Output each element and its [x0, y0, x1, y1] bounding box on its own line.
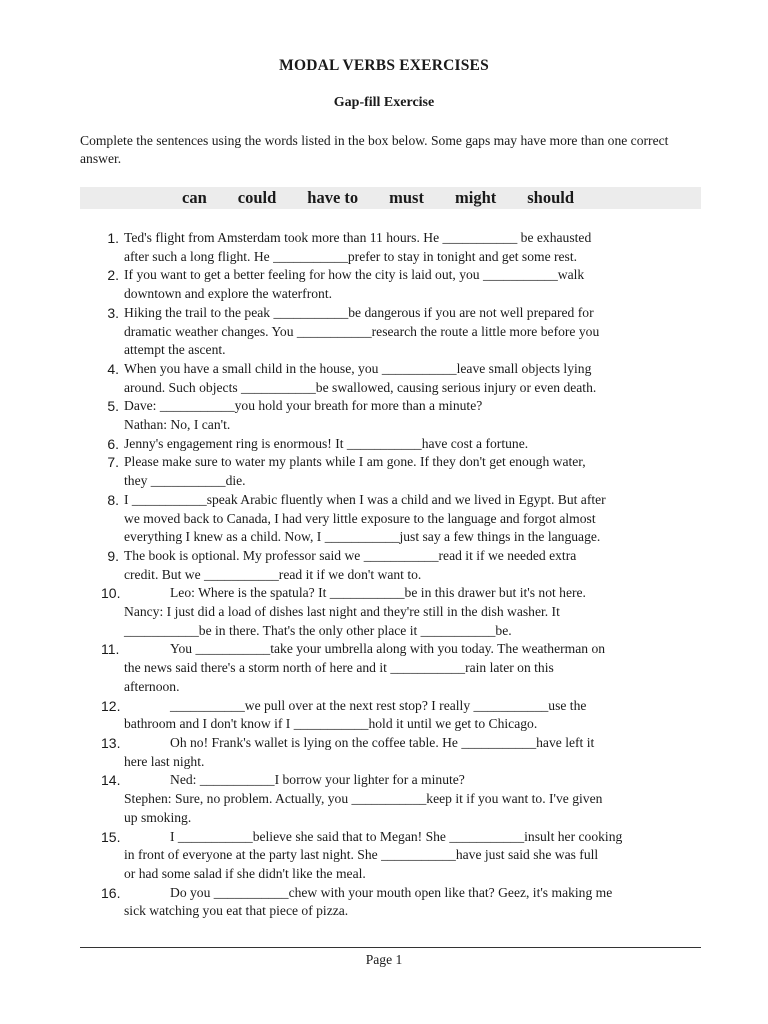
- question-text-line: ___________be in there. That's the only other place it ___________be.: [124, 622, 512, 638]
- question-item: [0, 734, 698, 771]
- word-must: must: [389, 188, 424, 207]
- question-text-line: credit. But we ___________read it if we don't want to.: [124, 566, 422, 582]
- question-item: [0, 640, 698, 696]
- question-number: 11.: [101, 641, 120, 658]
- question-list: [0, 229, 768, 921]
- question-text-line: Nathan: No, I can't.: [124, 417, 231, 433]
- question-text-line: Oh no! Frank's wallet is lying on the coffee table. He ___________have left it: [170, 734, 595, 750]
- question-text-line: bathroom and I don't know if I ___________hold it until we get to Chicago.: [124, 716, 538, 732]
- instructions-text: Complete the sentences using the words listed in the box below. Some gaps may have more than one correct answer.: [80, 133, 669, 166]
- question-item: [0, 697, 698, 734]
- question-item: [0, 435, 698, 454]
- question-item: [0, 547, 698, 584]
- question-text-line: up smoking.: [124, 809, 192, 825]
- word-list: [182, 187, 605, 209]
- question-text-line: Nancy: I just did a load of dishes last night and they're still in the dish washer. It: [124, 604, 560, 620]
- question-number: 14.: [101, 772, 121, 789]
- question-number: 12.: [101, 697, 121, 714]
- question-text-line: we moved back to Canada, I had very little exposure to the language and forgot almost: [124, 510, 596, 526]
- question-text-line: ___________we pull over at the next rest stop? I really ___________use the: [170, 697, 587, 713]
- question-item: [0, 397, 698, 434]
- question-text-line: Do you ___________chew with your mouth open like that? Geez, it's making me: [170, 884, 613, 900]
- word-box: [80, 187, 701, 209]
- question-number: 13.: [101, 734, 121, 751]
- question-number: 3.: [107, 304, 119, 321]
- word-can: can: [182, 188, 207, 207]
- question-item: [0, 229, 698, 266]
- question-text-line: dramatic weather changes. You ___________research the route a little more before you: [124, 323, 600, 339]
- question-number: 8.: [107, 491, 119, 508]
- question-number: 2.: [107, 267, 119, 284]
- question-text-line: Hiking the trail to the peak ___________be dangerous if you are not well prepared for: [124, 304, 594, 320]
- question-text-line: downtown and explore the waterfront.: [124, 286, 332, 302]
- word-have-to: have to: [307, 188, 359, 207]
- question-text-line: Ted's flight from Amsterdam took more than 11 hours. He ___________ be exhausted: [124, 230, 592, 245]
- question-item: [0, 453, 698, 490]
- exercise-subtitle: Gap-fill Exercise: [333, 95, 435, 110]
- question-text-line: Stephen: Sure, no problem. Actually, you ___________keep it if you want to. I've given: [124, 791, 603, 807]
- question-text-line: When you have a small child in the house, you ___________leave small objects lying: [124, 360, 592, 376]
- question-text-line: or had some salad if she didn't like the meal.: [124, 865, 366, 881]
- question-text-line: Dave: ___________you hold your breath for more than a minute?: [124, 398, 483, 414]
- question-text-line: If you want to get a better feeling for how the city is laid out, you ___________walk: [124, 267, 585, 283]
- question-text-line: in front of everyone at the party last night. She ___________have just said she was full: [124, 847, 599, 863]
- question-number: 4.: [107, 360, 119, 377]
- question-item: [0, 491, 698, 547]
- question-item: [0, 266, 698, 303]
- question-text-line: everything I knew as a child. Now, I ___________just say a few things in the language.: [124, 529, 601, 545]
- question-number: 5.: [107, 398, 119, 415]
- question-text-line: here last night.: [124, 753, 205, 769]
- page-number: Page 1: [365, 952, 403, 967]
- question-item: [0, 771, 698, 827]
- question-item: [0, 884, 698, 921]
- question-item: [0, 304, 698, 360]
- question-number: 7.: [107, 454, 119, 471]
- question-number: 9.: [107, 547, 119, 564]
- footer-divider: [80, 947, 701, 948]
- question-text-line: attempt the ascent.: [124, 342, 226, 358]
- question-text-line: Please make sure to water my plants while I am gone. If they don't get enough water,: [124, 454, 586, 470]
- question-text-line: around. Such objects ___________be swallowed, causing serious injury or even death.: [124, 379, 597, 395]
- question-number: 6.: [107, 435, 119, 452]
- question-text-line: after such a long flight. He ___________prefer to stay in tonight and get some rest.: [124, 248, 578, 264]
- question-number: 10.: [101, 585, 121, 602]
- question-item: [0, 828, 698, 884]
- question-item: [0, 360, 698, 397]
- question-text-line: The book is optional. My professor said we ___________read it if we needed extra: [124, 547, 577, 563]
- question-text-line: sick watching you eat that piece of pizza.: [124, 903, 349, 919]
- question-text-line: Jenny's engagement ring is enormous! It ___________have cost a fortune.: [124, 435, 529, 451]
- question-text-line: they ___________die.: [124, 473, 246, 489]
- question-number: 1.: [107, 230, 119, 246]
- question-number: 16.: [101, 884, 121, 901]
- question-text-line: Leo: Where is the spatula? It ___________be in this drawer but it's not here.: [170, 585, 586, 601]
- word-might: might: [454, 188, 497, 207]
- question-text-line: afternoon.: [124, 678, 180, 694]
- question-text-line: Ned: ___________I borrow your lighter for a minute?: [170, 772, 465, 788]
- question-text-line: You ___________take your umbrella along with you today. The weatherman on: [170, 641, 606, 657]
- question-item: [0, 584, 698, 640]
- question-number: 15.: [101, 828, 121, 845]
- question-text-line: I ___________speak Arabic fluently when I was a child and we lived in Egypt. But after: [124, 491, 606, 507]
- word-could: could: [237, 188, 277, 207]
- word-should: should: [527, 188, 575, 207]
- question-text-line: I ___________believe she said that to Megan! She ___________insult her cooking: [170, 828, 623, 844]
- page-title: MODAL VERBS EXERCISES: [279, 57, 489, 74]
- question-text-line: the news said there's a storm north of here and it ___________rain later on this: [124, 660, 554, 676]
